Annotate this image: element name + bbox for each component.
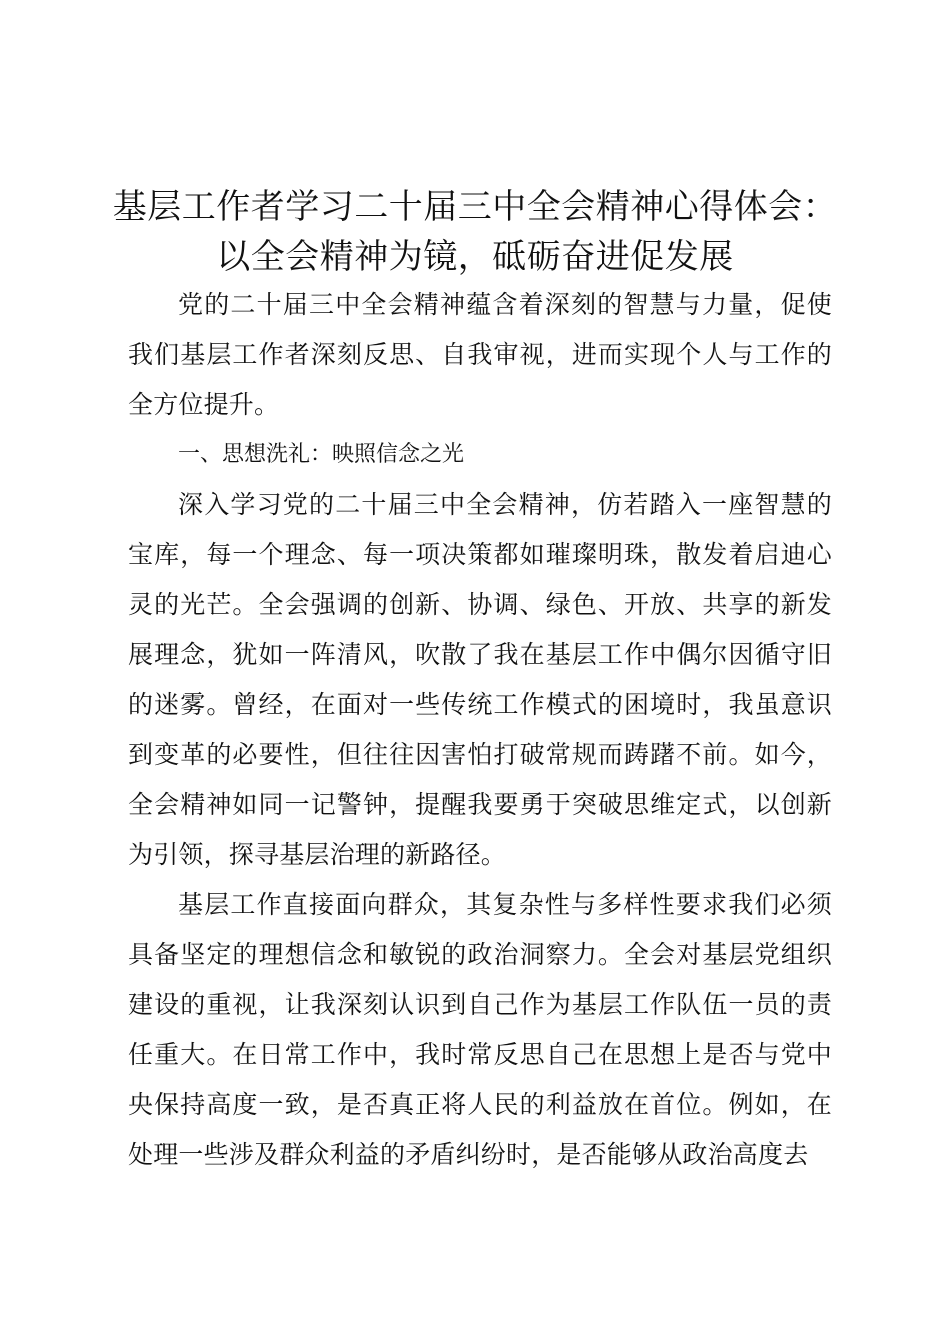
body-paragraph: 基层工作直接面向群众，其复杂性与多样性要求我们必须具备坚定的理想信念和敏锐的政治洞察力。全会对基层党组织建设的重视，让我深刻认识到自己作为基层工作队伍一员的责任重大。在日常工作中，我时常反思自己在思想上是否与党中央保持高度一致，是否真正将人民的利益放在首位。例如，在处理一些涉及群众利益的矛盾纠纷时，是否能够从政治高度去	[128, 890, 832, 1169]
body-paragraph: 深入学习党的二十届三中全会精神，仿若踏入一座智慧的宝库，每一个理念、每一项决策都如璀璨明珠，散发着启迪心灵的光芒。全会强调的创新、协调、绿色、开放、共享的新发展理念，犹如一阵清风，吹散了我在基层工作中偶尔因循守旧的迷雾。曾经，在面对一些传统工作模式的困境时，我虽意识到变革的必要性，但往往因害怕打破常规而踌躇不前。如今，全会精神如同一记警钟，提醒我要勇于突破思维定式，以创新为引领，探寻基层治理的新路径。	[128, 490, 832, 869]
intro-paragraph: 党的二十届三中全会精神蕴含着深刻的智慧与力量，促使我们基层工作者深刻反思、自我审视，进而实现个人与工作的全方位提升。	[128, 290, 832, 419]
document-body	[128, 280, 832, 1180]
document-title	[80, 182, 870, 282]
title-line-2: 以全会精神为镜，砥砺奋进促发展	[216, 237, 734, 277]
section-heading: 一、思想洗礼：映照信念之光	[178, 442, 465, 467]
title-line-1: 基层工作者学习二十届三中全会精神心得体会：	[112, 187, 838, 227]
